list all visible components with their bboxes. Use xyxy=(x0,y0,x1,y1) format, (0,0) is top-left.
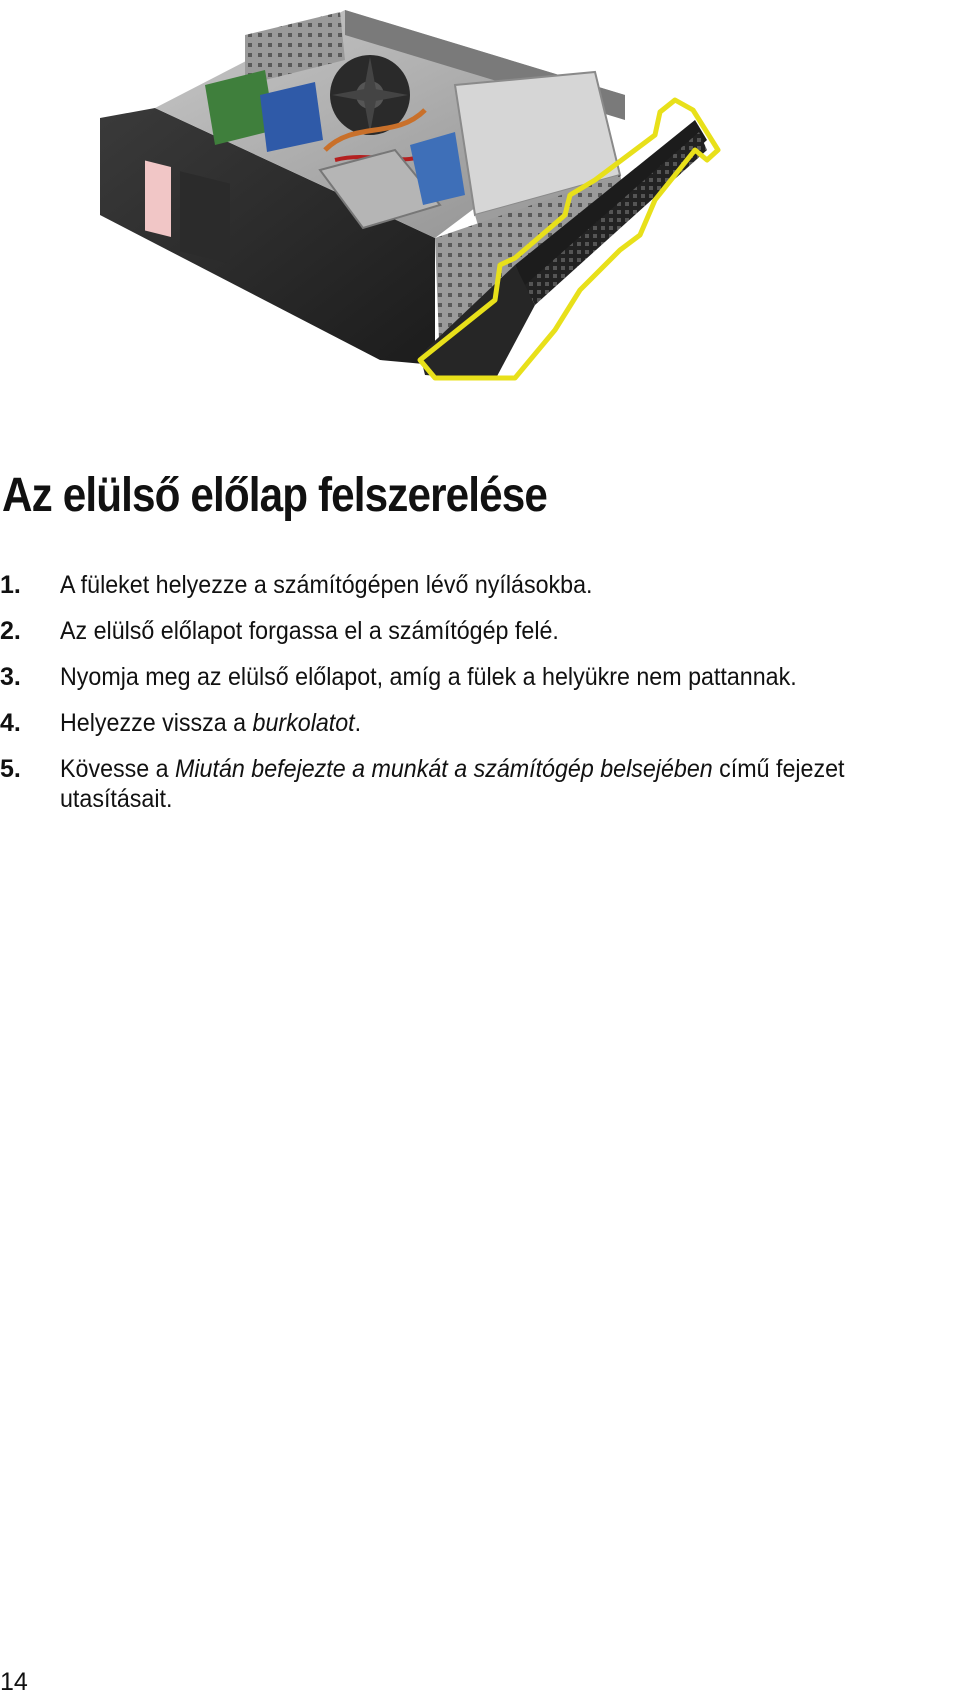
step-item-5 xyxy=(0,754,960,814)
side-label-text xyxy=(180,171,230,263)
side-label-sticker xyxy=(145,160,171,236)
step-item-3 xyxy=(0,662,960,692)
step-text xyxy=(60,708,953,738)
step-number: 2. xyxy=(0,617,21,645)
step-text-before: Kövesse a xyxy=(60,755,176,783)
chassis-bezel-illustration xyxy=(95,0,795,420)
step-item-4 xyxy=(0,708,960,738)
step-text: Nyomja meg az elülső előlapot, amíg a fülek a helyükre nem pattannak. xyxy=(60,663,797,691)
step-item-2 xyxy=(0,616,960,646)
step-text-after: . xyxy=(354,709,362,737)
chassis-illustration-svg xyxy=(95,0,795,420)
page-number: 14 xyxy=(0,1668,28,1696)
step-text-before: Helyezze vissza a xyxy=(60,709,253,737)
step-link-burkolat[interactable]: burkolatot xyxy=(252,709,355,737)
step-number: 3. xyxy=(0,663,21,691)
step-text: A füleket helyezze a számítógépen lévő nyílásokba. xyxy=(60,571,593,599)
step-link-chapter[interactable]: Miután befejezte a munkát a számítógép belsejében xyxy=(175,755,713,783)
instruction-steps xyxy=(0,570,960,830)
step-number: 1. xyxy=(0,571,21,599)
step-text-after: című fejezet utasításait. xyxy=(60,755,845,813)
step-number: 4. xyxy=(0,709,21,737)
section-heading: Az elülső előlap felszerelése xyxy=(2,469,547,522)
step-text xyxy=(60,754,953,814)
step-text: Az elülső előlapot forgassa el a számítógép felé. xyxy=(60,617,559,645)
step-item-1 xyxy=(0,570,960,600)
step-number: 5. xyxy=(0,755,21,783)
